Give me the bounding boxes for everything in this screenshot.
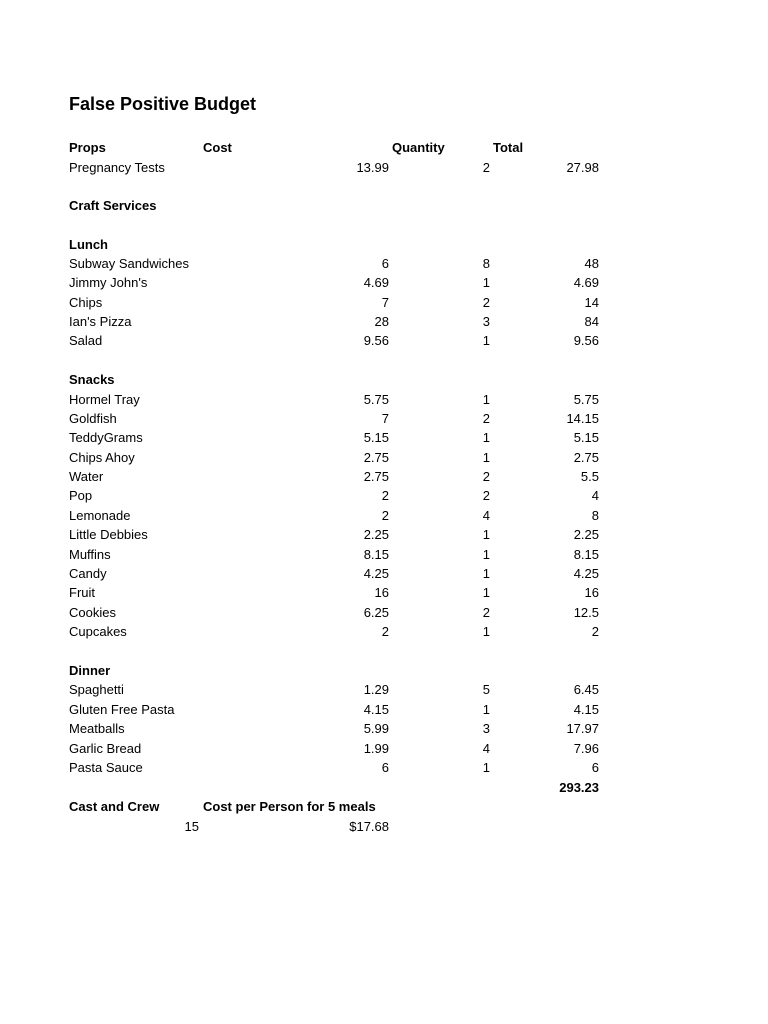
table-row — [0, 448, 768, 467]
item-cost: 2.75 — [363, 469, 389, 484]
item-cost: 13.99 — [356, 160, 389, 175]
item-name: Water — [69, 469, 104, 484]
item-cost: 2.25 — [363, 527, 389, 542]
item-cost: 6 — [381, 760, 389, 775]
item-quantity: 4 — [482, 741, 490, 756]
table-row — [0, 390, 768, 409]
item-total: 8 — [591, 508, 599, 523]
item-name: Pasta Sauce — [69, 760, 143, 775]
item-cost: 8.15 — [363, 547, 389, 562]
table-row — [0, 331, 768, 350]
item-name: Cupcakes — [69, 624, 127, 639]
item-name: Chips — [69, 295, 103, 310]
item-total: 16 — [584, 585, 599, 600]
item-quantity: 5 — [482, 682, 490, 697]
table-row — [0, 506, 768, 525]
table-row — [0, 758, 768, 777]
item-cost: 2.75 — [363, 450, 389, 465]
document-title: False Positive Budget — [69, 94, 257, 114]
item-name: Garlic Bread — [69, 741, 142, 756]
header-total: Total — [493, 140, 524, 155]
header-row — [0, 138, 768, 157]
item-total: 2.25 — [573, 527, 599, 542]
item-name: Salad — [69, 333, 103, 348]
item-cost: 6 — [381, 256, 389, 271]
item-name: Lemonade — [69, 508, 131, 523]
section-heading — [0, 235, 768, 254]
table-row — [0, 254, 768, 273]
item-total: 12.5 — [573, 605, 599, 620]
table-row — [0, 273, 768, 292]
item-cost: 2 — [381, 508, 389, 523]
item-total: 4.25 — [573, 566, 599, 581]
item-total: 5.5 — [580, 469, 599, 484]
lunch-heading: Lunch — [69, 237, 108, 252]
item-cost: 2 — [381, 488, 389, 503]
item-quantity: 3 — [482, 314, 490, 329]
item-cost: 6.25 — [363, 605, 389, 620]
section-heading — [0, 661, 768, 680]
item-name: Meatballs — [69, 721, 125, 736]
item-cost: 5.15 — [363, 430, 389, 445]
cast-crew-label: Cast and Crew — [69, 799, 160, 814]
item-quantity: 1 — [482, 547, 490, 562]
item-cost: 9.56 — [363, 333, 389, 348]
item-name: Fruit — [69, 585, 95, 600]
table-row — [0, 680, 768, 699]
summary-header-row — [0, 797, 768, 816]
item-cost: 28 — [374, 314, 389, 329]
item-name: Pregnancy Tests — [69, 160, 165, 175]
table-row — [0, 409, 768, 428]
item-name: Ian's Pizza — [69, 314, 132, 329]
table-row — [0, 525, 768, 544]
item-quantity: 1 — [482, 527, 490, 542]
table-row — [0, 719, 768, 738]
item-name: Subway Sandwiches — [69, 256, 189, 271]
grand-total-row — [0, 778, 768, 797]
item-name: Goldfish — [69, 411, 117, 426]
section-heading — [0, 196, 768, 215]
item-quantity: 8 — [482, 256, 490, 271]
cost-per-person-label: Cost per Person for 5 meals — [203, 799, 376, 814]
item-quantity: 2 — [482, 411, 490, 426]
item-name: Hormel Tray — [69, 392, 140, 407]
header-cost: Cost — [203, 140, 232, 155]
item-total: 8.15 — [573, 547, 599, 562]
item-total: 48 — [584, 256, 599, 271]
item-total: 84 — [584, 314, 599, 329]
item-cost: 2 — [381, 624, 389, 639]
grand-total: 293.23 — [559, 780, 599, 795]
table-row — [0, 428, 768, 447]
snacks-heading: Snacks — [69, 372, 115, 387]
item-name: Little Debbies — [69, 527, 148, 542]
item-cost: 16 — [374, 585, 389, 600]
cost-per-person-value: $17.68 — [349, 819, 389, 834]
item-quantity: 3 — [482, 721, 490, 736]
item-quantity: 1 — [482, 702, 490, 717]
item-total: 14 — [584, 295, 599, 310]
item-total: 2.75 — [573, 450, 599, 465]
item-quantity: 1 — [482, 585, 490, 600]
table-row — [0, 739, 768, 758]
table-row — [0, 603, 768, 622]
item-name: TeddyGrams — [69, 430, 143, 445]
item-quantity: 2 — [482, 160, 490, 175]
item-total: 7.96 — [573, 741, 599, 756]
item-cost: 4.25 — [363, 566, 389, 581]
item-quantity: 1 — [482, 760, 490, 775]
item-total: 4.15 — [573, 702, 599, 717]
item-cost: 4.15 — [363, 702, 389, 717]
table-row — [0, 583, 768, 602]
item-name: Chips Ahoy — [69, 450, 135, 465]
cast-crew-count: 15 — [184, 819, 199, 834]
item-total: 27.98 — [566, 160, 599, 175]
item-quantity: 1 — [482, 275, 490, 290]
header-quantity: Quantity — [392, 140, 445, 155]
item-total: 17.97 — [566, 721, 599, 736]
table-row — [0, 700, 768, 719]
item-quantity: 1 — [482, 392, 490, 407]
item-cost: 7 — [381, 295, 389, 310]
item-quantity: 2 — [482, 605, 490, 620]
item-name: Muffins — [69, 547, 111, 562]
item-cost: 1.99 — [363, 741, 389, 756]
table-row — [0, 293, 768, 312]
item-name: Jimmy John's — [69, 275, 148, 290]
item-quantity: 2 — [482, 488, 490, 503]
item-cost: 7 — [381, 411, 389, 426]
item-cost: 4.69 — [363, 275, 389, 290]
item-cost: 5.99 — [363, 721, 389, 736]
table-row — [0, 158, 768, 177]
header-props: Props — [69, 140, 106, 155]
item-total: 5.15 — [573, 430, 599, 445]
dinner-heading: Dinner — [69, 663, 111, 678]
craft-services-heading: Craft Services — [69, 198, 157, 213]
table-row — [0, 486, 768, 505]
item-total: 6 — [591, 760, 599, 775]
section-heading — [0, 370, 768, 389]
item-total: 4.69 — [573, 275, 599, 290]
item-total: 9.56 — [573, 333, 599, 348]
item-quantity: 2 — [482, 295, 490, 310]
item-total: 2 — [591, 624, 599, 639]
item-quantity: 2 — [482, 469, 490, 484]
item-name: Spaghetti — [69, 682, 124, 697]
table-row — [0, 467, 768, 486]
table-row — [0, 545, 768, 564]
item-total: 5.75 — [573, 392, 599, 407]
table-row — [0, 622, 768, 641]
item-name: Gluten Free Pasta — [69, 702, 175, 717]
item-name: Pop — [69, 488, 93, 503]
item-quantity: 1 — [482, 333, 490, 348]
item-total: 4 — [591, 488, 599, 503]
item-total: 6.45 — [573, 682, 599, 697]
item-quantity: 1 — [482, 430, 490, 445]
table-row — [0, 312, 768, 331]
item-quantity: 4 — [482, 508, 490, 523]
item-cost: 1.29 — [363, 682, 389, 697]
item-quantity: 1 — [482, 624, 490, 639]
item-total: 14.15 — [566, 411, 599, 426]
item-cost: 5.75 — [363, 392, 389, 407]
item-quantity: 1 — [482, 450, 490, 465]
item-quantity: 1 — [482, 566, 490, 581]
item-name: Cookies — [69, 605, 116, 620]
summary-values-row — [0, 817, 768, 836]
table-row — [0, 564, 768, 583]
item-name: Candy — [69, 566, 107, 581]
